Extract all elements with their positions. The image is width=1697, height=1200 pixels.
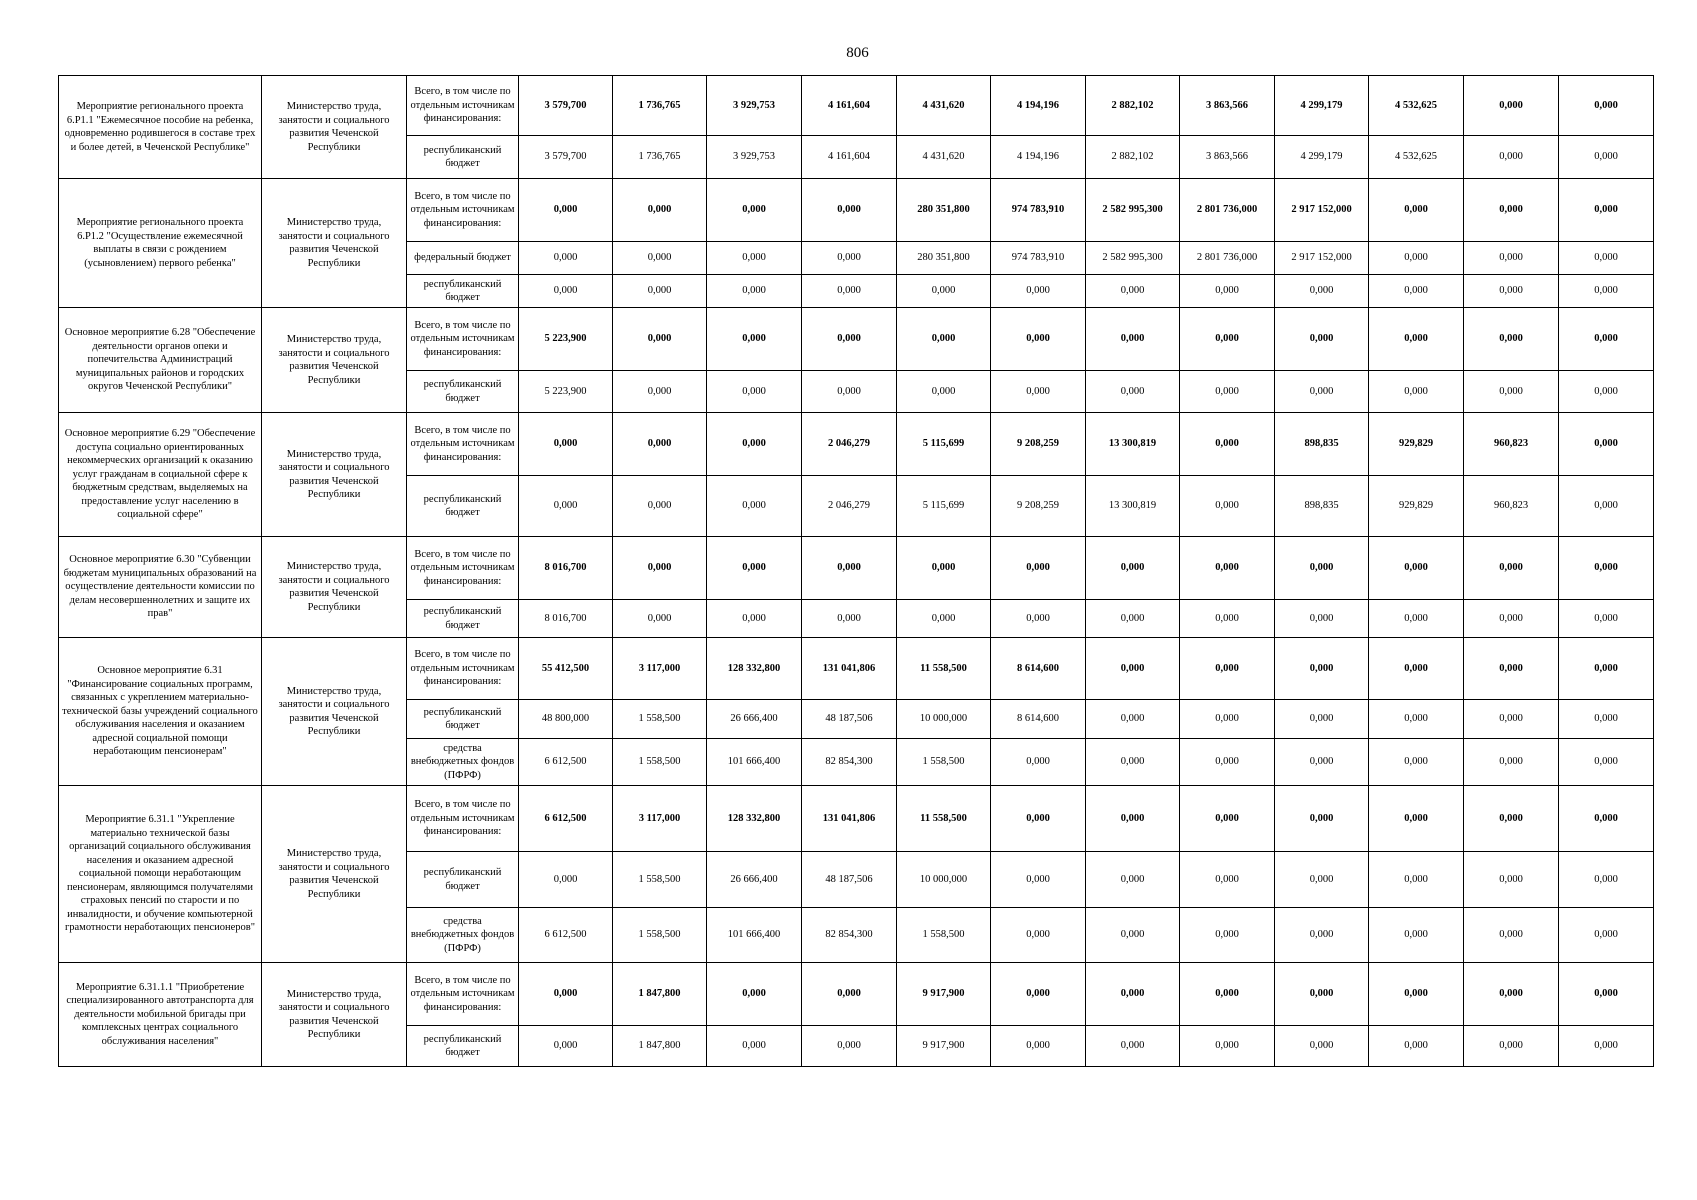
amount-cell: 0,000: [1180, 908, 1275, 963]
funding-source: федеральный бюджет: [407, 242, 519, 275]
amount-cell: 0,000: [1086, 852, 1180, 908]
amount-cell: 2 882,102: [1086, 76, 1180, 136]
amount-cell: 3 863,566: [1180, 76, 1275, 136]
amount-cell: 101 666,400: [707, 739, 802, 786]
amount-cell: 5 223,900: [519, 308, 613, 371]
amount-cell: 0,000: [1180, 275, 1275, 308]
amount-cell: 0,000: [802, 600, 897, 638]
amount-cell: 2 046,279: [802, 413, 897, 476]
funding-source: Всего, в том числе по отдельным источникам финансирования:: [407, 76, 519, 136]
amount-cell: 131 041,806: [802, 786, 897, 852]
amount-cell: 4 431,620: [897, 76, 991, 136]
total-row: [59, 308, 1654, 371]
amount-cell: 0,000: [707, 413, 802, 476]
financing-table: [58, 75, 1654, 1067]
amount-cell: 0,000: [802, 275, 897, 308]
amount-cell: 0,000: [1464, 1026, 1559, 1067]
amount-cell: 6 612,500: [519, 908, 613, 963]
amount-cell: 0,000: [1464, 242, 1559, 275]
amount-cell: 1 736,765: [613, 76, 707, 136]
amount-cell: 0,000: [1275, 739, 1369, 786]
amount-cell: 0,000: [1464, 76, 1559, 136]
amount-cell: 9 208,259: [991, 476, 1086, 537]
amount-cell: 6 612,500: [519, 786, 613, 852]
funding-source: республиканский бюджет: [407, 600, 519, 638]
amount-cell: 280 351,800: [897, 179, 991, 242]
amount-cell: 0,000: [991, 1026, 1086, 1067]
amount-cell: 0,000: [519, 852, 613, 908]
amount-cell: 0,000: [519, 963, 613, 1026]
amount-cell: 0,000: [1180, 1026, 1275, 1067]
amount-cell: 8 614,600: [991, 638, 1086, 700]
amount-cell: 48 800,000: [519, 700, 613, 739]
amount-cell: 48 187,506: [802, 852, 897, 908]
executor-name: Министерство труда, занятости и социального развития Чеченской Республики: [262, 537, 407, 638]
amount-cell: 101 666,400: [707, 908, 802, 963]
amount-cell: 4 299,179: [1275, 76, 1369, 136]
amount-cell: 10 000,000: [897, 852, 991, 908]
amount-cell: 0,000: [1464, 600, 1559, 638]
amount-cell: 0,000: [1464, 136, 1559, 179]
page-number: 806: [846, 45, 869, 61]
amount-cell: 0,000: [1275, 963, 1369, 1026]
amount-cell: 0,000: [613, 179, 707, 242]
amount-cell: 0,000: [991, 852, 1086, 908]
amount-cell: 0,000: [613, 600, 707, 638]
amount-cell: 0,000: [1180, 786, 1275, 852]
amount-cell: 0,000: [519, 179, 613, 242]
amount-cell: 128 332,800: [707, 786, 802, 852]
amount-cell: 0,000: [1275, 700, 1369, 739]
amount-cell: 0,000: [1369, 739, 1464, 786]
amount-cell: 974 783,910: [991, 242, 1086, 275]
amount-cell: 8 614,600: [991, 700, 1086, 739]
amount-cell: 5 115,699: [897, 413, 991, 476]
activity-title: Основное мероприятие 6.29 "Обеспечение доступа социально ориентированных некоммерческих организаций к оказанию услуг гражданам в социальной сфере к бюджетным средствам, выделяемых на предоставление услуг населению в социальной сфере": [59, 413, 262, 537]
amount-cell: 0,000: [1369, 638, 1464, 700]
amount-cell: 0,000: [802, 963, 897, 1026]
amount-cell: 0,000: [897, 371, 991, 413]
amount-cell: 0,000: [707, 963, 802, 1026]
amount-cell: 0,000: [613, 537, 707, 600]
amount-cell: 0,000: [1275, 371, 1369, 413]
funding-source: республиканский бюджет: [407, 852, 519, 908]
funding-source: Всего, в том числе по отдельным источникам финансирования:: [407, 179, 519, 242]
funding-source: средства внебюджетных фондов (ПФРФ): [407, 908, 519, 963]
amount-cell: 898,835: [1275, 413, 1369, 476]
amount-cell: 0,000: [1275, 275, 1369, 308]
amount-cell: 280 351,800: [897, 242, 991, 275]
activity-title: Мероприятие регионального проекта 6.Р1.2 "Осуществление ежемесячной выплаты в связи с рождением (усыновлением) первого ребенка": [59, 179, 262, 308]
amount-cell: 2 801 736,000: [1180, 242, 1275, 275]
amount-cell: 0,000: [1369, 786, 1464, 852]
amount-cell: 0,000: [613, 308, 707, 371]
amount-cell: 0,000: [1369, 308, 1464, 371]
amount-cell: 128 332,800: [707, 638, 802, 700]
amount-cell: 0,000: [1464, 179, 1559, 242]
amount-cell: 0,000: [1559, 413, 1654, 476]
amount-cell: 0,000: [1464, 308, 1559, 371]
amount-cell: 1 558,500: [613, 908, 707, 963]
amount-cell: 0,000: [1559, 179, 1654, 242]
amount-cell: 0,000: [1464, 852, 1559, 908]
amount-cell: 0,000: [707, 1026, 802, 1067]
amount-cell: 5 223,900: [519, 371, 613, 413]
amount-cell: 2 917 152,000: [1275, 242, 1369, 275]
total-row: [59, 179, 1654, 242]
amount-cell: 3 929,753: [707, 136, 802, 179]
amount-cell: 1 847,800: [613, 963, 707, 1026]
amount-cell: 0,000: [707, 308, 802, 371]
amount-cell: 26 666,400: [707, 852, 802, 908]
amount-cell: 0,000: [1464, 786, 1559, 852]
amount-cell: 0,000: [1369, 537, 1464, 600]
amount-cell: 4 194,196: [991, 136, 1086, 179]
amount-cell: 0,000: [1086, 700, 1180, 739]
amount-cell: 0,000: [613, 242, 707, 275]
funding-source: республиканский бюджет: [407, 371, 519, 413]
amount-cell: 0,000: [1559, 600, 1654, 638]
amount-cell: 3 117,000: [613, 786, 707, 852]
amount-cell: 2 882,102: [1086, 136, 1180, 179]
amount-cell: 0,000: [991, 308, 1086, 371]
amount-cell: 11 558,500: [897, 786, 991, 852]
amount-cell: 0,000: [1559, 700, 1654, 739]
amount-cell: 960,823: [1464, 413, 1559, 476]
amount-cell: 0,000: [802, 537, 897, 600]
amount-cell: 0,000: [897, 537, 991, 600]
amount-cell: 0,000: [1180, 371, 1275, 413]
funding-source: Всего, в том числе по отдельным источникам финансирования:: [407, 963, 519, 1026]
funding-source: Всего, в том числе по отдельным источникам финансирования:: [407, 638, 519, 700]
amount-cell: 0,000: [1369, 371, 1464, 413]
amount-cell: 0,000: [519, 275, 613, 308]
executor-name: Министерство труда, занятости и социального развития Чеченской Республики: [262, 963, 407, 1067]
total-row: [59, 638, 1654, 700]
amount-cell: 0,000: [1464, 275, 1559, 308]
amount-cell: 0,000: [1369, 908, 1464, 963]
amount-cell: 0,000: [802, 242, 897, 275]
amount-cell: 0,000: [897, 600, 991, 638]
amount-cell: 0,000: [1464, 371, 1559, 413]
amount-cell: 0,000: [1559, 476, 1654, 537]
amount-cell: 0,000: [897, 308, 991, 371]
amount-cell: 0,000: [1275, 638, 1369, 700]
activity-title: Основное мероприятие 6.30 "Субвенции бюджетам муниципальных образований на осуществление деятельности комиссии по делам несовершеннолетних и защите их прав": [59, 537, 262, 638]
amount-cell: 0,000: [613, 275, 707, 308]
amount-cell: 0,000: [1559, 136, 1654, 179]
amount-cell: 1 558,500: [613, 852, 707, 908]
amount-cell: 3 929,753: [707, 76, 802, 136]
amount-cell: 0,000: [613, 413, 707, 476]
amount-cell: 0,000: [519, 1026, 613, 1067]
amount-cell: 0,000: [1180, 308, 1275, 371]
amount-cell: 0,000: [519, 413, 613, 476]
amount-cell: 0,000: [1275, 308, 1369, 371]
amount-cell: 0,000: [1369, 700, 1464, 739]
amount-cell: 0,000: [1559, 963, 1654, 1026]
amount-cell: 0,000: [1369, 600, 1464, 638]
amount-cell: 0,000: [1559, 852, 1654, 908]
total-row: [59, 963, 1654, 1026]
amount-cell: 4 161,604: [802, 136, 897, 179]
amount-cell: 0,000: [1464, 963, 1559, 1026]
amount-cell: 2 582 995,300: [1086, 179, 1180, 242]
executor-name: Министерство труда, занятости и социального развития Чеченской Республики: [262, 179, 407, 308]
amount-cell: 0,000: [1559, 1026, 1654, 1067]
amount-cell: 131 041,806: [802, 638, 897, 700]
amount-cell: 0,000: [707, 371, 802, 413]
amount-cell: 0,000: [1275, 908, 1369, 963]
amount-cell: 0,000: [1180, 476, 1275, 537]
amount-cell: 0,000: [707, 537, 802, 600]
total-row: [59, 76, 1654, 136]
amount-cell: 13 300,819: [1086, 413, 1180, 476]
amount-cell: 9 917,900: [897, 963, 991, 1026]
amount-cell: 0,000: [1180, 700, 1275, 739]
amount-cell: 0,000: [1559, 275, 1654, 308]
amount-cell: 48 187,506: [802, 700, 897, 739]
amount-cell: 1 558,500: [897, 908, 991, 963]
amount-cell: 0,000: [1180, 852, 1275, 908]
amount-cell: 3 579,700: [519, 76, 613, 136]
activity-title: Основное мероприятие 6.28 "Обеспечение деятельности органов опеки и попечительства Администраций муниципальных районов и городских округов Чеченской Республики": [59, 308, 262, 413]
amount-cell: 0,000: [1369, 963, 1464, 1026]
amount-cell: 4 431,620: [897, 136, 991, 179]
funding-source: Всего, в том числе по отдельным источникам финансирования:: [407, 786, 519, 852]
amount-cell: 898,835: [1275, 476, 1369, 537]
amount-cell: 0,000: [1275, 1026, 1369, 1067]
amount-cell: 0,000: [1464, 537, 1559, 600]
funding-source: республиканский бюджет: [407, 136, 519, 179]
amount-cell: 0,000: [1559, 908, 1654, 963]
executor-name: Министерство труда, занятости и социального развития Чеченской Республики: [262, 786, 407, 963]
amount-cell: 0,000: [1369, 852, 1464, 908]
amount-cell: 0,000: [707, 600, 802, 638]
funding-source: республиканский бюджет: [407, 275, 519, 308]
funding-source: средства внебюджетных фондов (ПФРФ): [407, 739, 519, 786]
table-body: [59, 76, 1654, 1067]
amount-cell: 0,000: [1180, 600, 1275, 638]
amount-cell: 0,000: [1559, 371, 1654, 413]
amount-cell: 1 558,500: [897, 739, 991, 786]
total-row: [59, 413, 1654, 476]
amount-cell: 3 117,000: [613, 638, 707, 700]
amount-cell: 82 854,300: [802, 739, 897, 786]
executor-name: Министерство труда, занятости и социального развития Чеченской Республики: [262, 638, 407, 786]
amount-cell: 0,000: [1180, 739, 1275, 786]
amount-cell: 11 558,500: [897, 638, 991, 700]
amount-cell: 0,000: [802, 308, 897, 371]
amount-cell: 0,000: [802, 179, 897, 242]
amount-cell: 0,000: [1369, 275, 1464, 308]
amount-cell: 0,000: [991, 275, 1086, 308]
amount-cell: 0,000: [1275, 600, 1369, 638]
amount-cell: 960,823: [1464, 476, 1559, 537]
funding-source: республиканский бюджет: [407, 1026, 519, 1067]
amount-cell: 1 736,765: [613, 136, 707, 179]
funding-source: Всего, в том числе по отдельным источникам финансирования:: [407, 308, 519, 371]
amount-cell: 0,000: [1086, 908, 1180, 963]
amount-cell: 5 115,699: [897, 476, 991, 537]
total-row: [59, 786, 1654, 852]
amount-cell: 0,000: [1086, 638, 1180, 700]
amount-cell: 3 863,566: [1180, 136, 1275, 179]
amount-cell: 0,000: [519, 476, 613, 537]
amount-cell: 0,000: [1086, 308, 1180, 371]
amount-cell: 0,000: [1464, 739, 1559, 786]
amount-cell: 0,000: [1180, 638, 1275, 700]
amount-cell: 1 558,500: [613, 739, 707, 786]
amount-cell: 0,000: [1086, 963, 1180, 1026]
amount-cell: 0,000: [707, 179, 802, 242]
amount-cell: 929,829: [1369, 476, 1464, 537]
amount-cell: 0,000: [991, 908, 1086, 963]
amount-cell: 0,000: [1180, 413, 1275, 476]
amount-cell: 4 532,625: [1369, 76, 1464, 136]
amount-cell: 4 299,179: [1275, 136, 1369, 179]
amount-cell: 2 917 152,000: [1275, 179, 1369, 242]
amount-cell: 0,000: [1180, 537, 1275, 600]
amount-cell: 0,000: [1464, 908, 1559, 963]
amount-cell: 0,000: [613, 371, 707, 413]
amount-cell: 0,000: [991, 739, 1086, 786]
amount-cell: 1 558,500: [613, 700, 707, 739]
amount-cell: 0,000: [1559, 739, 1654, 786]
activity-title: Мероприятие 6.31.1 "Укрепление материально технической базы организаций социального обслуживания населения и оказанием адресной социальной помощи неработающим пенсионерам, являющимся получателями страховых пенсий по старости и по инвалидности, и обучение компьютерной грамотности неработающих пенсионеров": [59, 786, 262, 963]
amount-cell: 0,000: [1086, 1026, 1180, 1067]
amount-cell: 2 046,279: [802, 476, 897, 537]
amount-cell: 0,000: [1086, 739, 1180, 786]
amount-cell: 0,000: [1464, 638, 1559, 700]
amount-cell: 0,000: [991, 371, 1086, 413]
amount-cell: 974 783,910: [991, 179, 1086, 242]
amount-cell: 0,000: [802, 371, 897, 413]
amount-cell: 0,000: [991, 786, 1086, 852]
amount-cell: 0,000: [1559, 308, 1654, 371]
amount-cell: 0,000: [1559, 638, 1654, 700]
amount-cell: 4 161,604: [802, 76, 897, 136]
amount-cell: 0,000: [707, 275, 802, 308]
amount-cell: 0,000: [1369, 179, 1464, 242]
amount-cell: 0,000: [991, 537, 1086, 600]
funding-source: Всего, в том числе по отдельным источникам финансирования:: [407, 537, 519, 600]
amount-cell: 9 208,259: [991, 413, 1086, 476]
amount-cell: 26 666,400: [707, 700, 802, 739]
amount-cell: 1 847,800: [613, 1026, 707, 1067]
amount-cell: 82 854,300: [802, 908, 897, 963]
amount-cell: 0,000: [1369, 1026, 1464, 1067]
amount-cell: 0,000: [707, 476, 802, 537]
amount-cell: 0,000: [1559, 242, 1654, 275]
amount-cell: 10 000,000: [897, 700, 991, 739]
amount-cell: 8 016,700: [519, 600, 613, 638]
amount-cell: 929,829: [1369, 413, 1464, 476]
amount-cell: 55 412,500: [519, 638, 613, 700]
funding-source: Всего, в том числе по отдельным источникам финансирования:: [407, 413, 519, 476]
amount-cell: 9 917,900: [897, 1026, 991, 1067]
amount-cell: 0,000: [1086, 600, 1180, 638]
amount-cell: 0,000: [991, 963, 1086, 1026]
amount-cell: 0,000: [1275, 537, 1369, 600]
funding-source: республиканский бюджет: [407, 700, 519, 739]
amount-cell: 0,000: [707, 242, 802, 275]
amount-cell: 3 579,700: [519, 136, 613, 179]
amount-cell: 4 194,196: [991, 76, 1086, 136]
activity-title: Основное мероприятие 6.31 "Финансирование социальных программ, связанных с укреплением материально-технической базы учреждений социального обслуживания населения и оказанием адресной социальной помощи неработающим пенсионерам": [59, 638, 262, 786]
amount-cell: 0,000: [1086, 275, 1180, 308]
amount-cell: 0,000: [897, 275, 991, 308]
executor-name: Министерство труда, занятости и социального развития Чеченской Республики: [262, 76, 407, 179]
funding-source: республиканский бюджет: [407, 476, 519, 537]
amount-cell: 4 532,625: [1369, 136, 1464, 179]
amount-cell: 0,000: [1086, 371, 1180, 413]
amount-cell: 0,000: [1275, 786, 1369, 852]
amount-cell: 0,000: [1464, 700, 1559, 739]
amount-cell: 0,000: [1086, 786, 1180, 852]
amount-cell: 2 801 736,000: [1180, 179, 1275, 242]
executor-name: Министерство труда, занятости и социального развития Чеченской Республики: [262, 308, 407, 413]
amount-cell: 0,000: [1180, 963, 1275, 1026]
amount-cell: 0,000: [1086, 537, 1180, 600]
total-row: [59, 537, 1654, 600]
executor-name: Министерство труда, занятости и социального развития Чеченской Республики: [262, 413, 407, 537]
amount-cell: 2 582 995,300: [1086, 242, 1180, 275]
amount-cell: 13 300,819: [1086, 476, 1180, 537]
amount-cell: 0,000: [613, 476, 707, 537]
activity-title: Мероприятие 6.31.1.1 "Приобретение специализированного автотранспорта для деятельности мобильной бригады при комплексных центрах социального обслуживания населения": [59, 963, 262, 1067]
amount-cell: 8 016,700: [519, 537, 613, 600]
amount-cell: 0,000: [802, 1026, 897, 1067]
activity-title: Мероприятие регионального проекта 6.Р1.1 "Ежемесячное пособие на ребенка, одновременно родившегося в составе трех и более детей, в Чеченской Республике": [59, 76, 262, 179]
amount-cell: 0,000: [1369, 242, 1464, 275]
amount-cell: 0,000: [991, 600, 1086, 638]
amount-cell: 0,000: [1559, 537, 1654, 600]
amount-cell: 0,000: [1275, 852, 1369, 908]
amount-cell: 6 612,500: [519, 739, 613, 786]
amount-cell: 0,000: [1559, 786, 1654, 852]
amount-cell: 0,000: [519, 242, 613, 275]
amount-cell: 0,000: [1559, 76, 1654, 136]
